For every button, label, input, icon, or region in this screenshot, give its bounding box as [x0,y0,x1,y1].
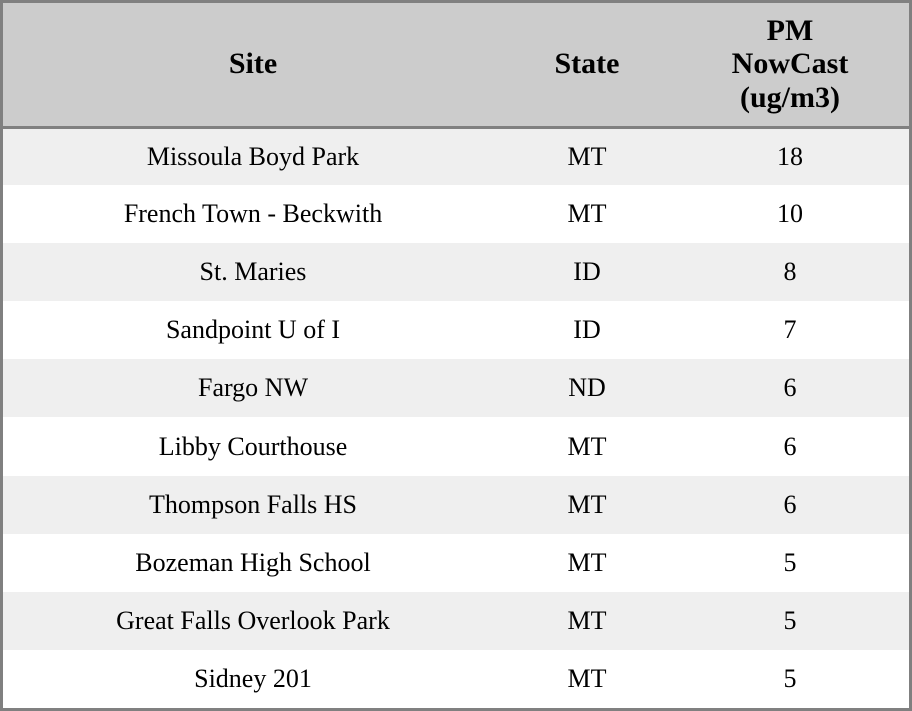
table-header-row [3,3,909,127]
cell-site: Fargo NW [3,359,503,417]
table-row [3,301,909,359]
cell-site: French Town - Beckwith [3,185,503,243]
table-row [3,127,909,185]
cell-state: MT [503,127,671,185]
cell-state: MT [503,650,671,708]
column-header-state: State [503,3,671,127]
table-row [3,243,909,301]
cell-state: ID [503,301,671,359]
cell-site: Sidney 201 [3,650,503,708]
cell-state: MT [503,592,671,650]
table-row [3,650,909,708]
cell-site: Missoula Boyd Park [3,127,503,185]
cell-site: Sandpoint U of I [3,301,503,359]
cell-pm-nowcast: 6 [671,476,909,534]
cell-state: MT [503,185,671,243]
cell-pm-nowcast: 18 [671,127,909,185]
cell-pm-nowcast: 8 [671,243,909,301]
cell-pm-nowcast: 10 [671,185,909,243]
column-header-pm-nowcast-line1: PM [766,13,814,47]
pm-nowcast-table [3,3,909,708]
cell-pm-nowcast: 5 [671,592,909,650]
table-header [3,3,909,127]
cell-pm-nowcast: 7 [671,301,909,359]
cell-site: Bozeman High School [3,534,503,592]
cell-state: ND [503,359,671,417]
column-header-pm-nowcast-line3: (ug/m3) [740,81,840,115]
cell-site: Thompson Falls HS [3,476,503,534]
table-row [3,534,909,592]
table-row [3,476,909,534]
table-row [3,417,909,475]
cell-pm-nowcast: 5 [671,534,909,592]
cell-state: MT [503,417,671,475]
table-body [3,127,909,708]
table-row [3,185,909,243]
table-row [3,592,909,650]
cell-pm-nowcast: 6 [671,417,909,475]
cell-site: Libby Courthouse [3,417,503,475]
cell-pm-nowcast: 6 [671,359,909,417]
cell-state: ID [503,243,671,301]
column-header-site: Site [3,3,503,127]
table-row [3,359,909,417]
cell-state: MT [503,534,671,592]
cell-site: St. Maries [3,243,503,301]
cell-pm-nowcast: 5 [671,650,909,708]
cell-state: MT [503,476,671,534]
column-header-pm-nowcast [671,3,909,127]
column-header-pm-nowcast-line2: NowCast [731,47,849,81]
cell-site: Great Falls Overlook Park [3,592,503,650]
